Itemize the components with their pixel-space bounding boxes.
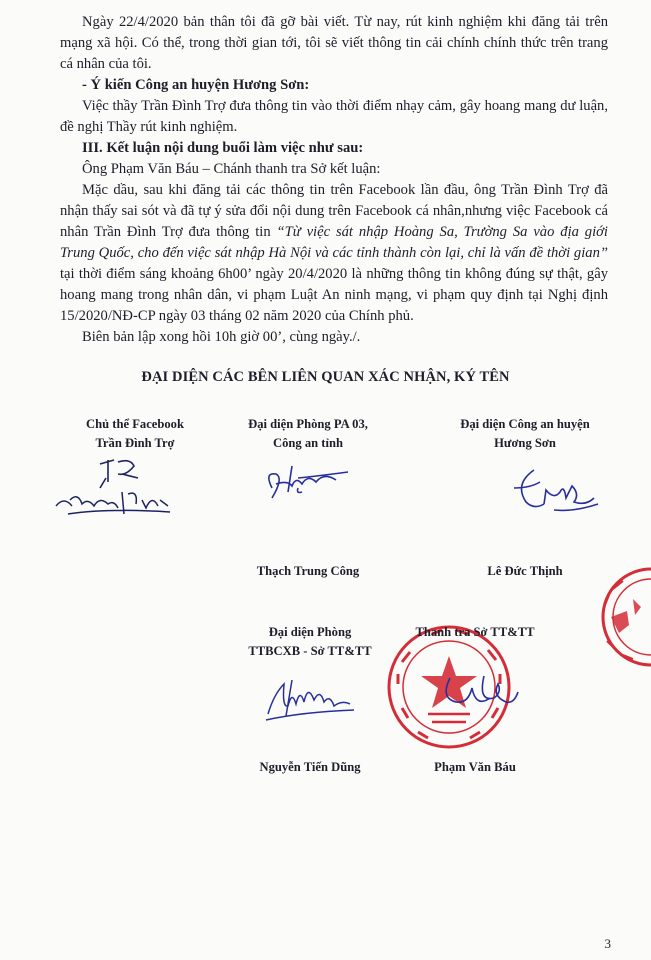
inspector-name: Phạm Văn Báu	[434, 760, 516, 774]
paragraph-inspector: Ông Phạm Văn Báu – Chánh thanh tra Sở kết luận:	[82, 161, 381, 177]
huong-son-signature	[494, 454, 604, 524]
paragraph-closing: Biên bản lập xong hồi 10h giờ 00’, cùng ngày./.	[82, 329, 361, 345]
huong-son-name: Lê Đức Thịnh	[487, 564, 563, 578]
facebook-owner-label-line2: Trần Đình Trợ	[95, 436, 175, 450]
conclusion-text-a: Mặc dầu, sau khi đăng tải các thông tin trên Facebook lần đầu, ông Trần Đình Trợ đã nhận thấy sai sót và đã tự ý sửa đổi nội dung trên Facebook cá nhân,nhưng việc Facebook cá nhân Trần Đình Trợ đưa thông tin	[60, 182, 608, 240]
page-number: 3	[604, 936, 611, 951]
huong-son-label-line1: Đại diện Công an huyện	[460, 417, 590, 431]
conclusion-quote: “Từ việc sát nhập Hoàng Sa, Trường Sa vào địa giới Trung Quốc, cho đến việc sát nhập Hà Nội và các tỉnh thành còn lại, chỉ là vấn đề thời gian”	[60, 224, 608, 261]
huong-son-label	[440, 415, 610, 453]
pa03-signature	[258, 458, 368, 518]
ttbcxb-label-line1: Đại diện Phòng	[268, 625, 352, 639]
paragraph-conclusion	[60, 180, 608, 327]
signatures-heading: ĐẠI DIỆN CÁC BÊN LIÊN QUAN XÁC NHẬN, KÝ TÊN	[141, 369, 510, 385]
section-heading-opinion: - Ý kiến Công an huyện Hương Sơn:	[82, 77, 310, 93]
pa03-label	[228, 415, 388, 453]
inspector-label: Thanh tra Sở TT&TT	[415, 625, 535, 639]
ttbcxb-signature	[262, 670, 372, 730]
ttbcxb-label	[220, 623, 400, 661]
huong-son-label-line2: Hương Sơn	[494, 436, 556, 450]
pa03-label-line2: Công an tỉnh	[273, 436, 343, 450]
paragraph-opinion: Việc thầy Trần Đình Trợ đưa thông tin vào thời điểm nhạy cảm, gây hoang mang dư luận, đề nghị Thầy rút kinh nghiệm.	[60, 98, 608, 135]
conclusion-text-b: tại thời điểm sáng khoảng 6h00’ ngày 20/4/2020 là những thông tin không đúng sự thật, gây hoang mang trong nhân dân, vi phạm Luật An ninh mạng, vi phạm quy định tại Nghị định 15/2020/NĐ-CP ngày 03 tháng 02 năm 2020 của Chính phủ.	[60, 266, 608, 324]
section-heading-conclusion: III. Kết luận nội dung buổi làm việc như sau:	[82, 140, 364, 156]
facebook-owner-signature	[48, 448, 198, 528]
paragraph-gap: Ngày 22/4/2020 bản thân tôi đã gỡ bài viết. Từ nay, rút kinh nghiệm khi đăng tải trên mạng xã hội. Có thể, trong thời gian tới, tôi sẽ viết thông tin cải chính chính thức trên trang cá nhân của tôi.	[60, 14, 608, 72]
pa03-name: Thạch Trung Công	[256, 564, 360, 578]
ttbcxb-name: Nguyễn Tiến Dũng	[259, 760, 361, 774]
pa03-label-line1: Đại diện Phòng PA 03,	[248, 417, 368, 431]
ttbcxb-label-line2: TTBCXB - Sở TT&TT	[248, 644, 372, 658]
facebook-owner-label-line1: Chủ thể Facebook	[86, 417, 184, 431]
inspector-signature	[420, 668, 530, 728]
stamp-right-partial	[583, 565, 651, 670]
body-text	[60, 12, 608, 348]
